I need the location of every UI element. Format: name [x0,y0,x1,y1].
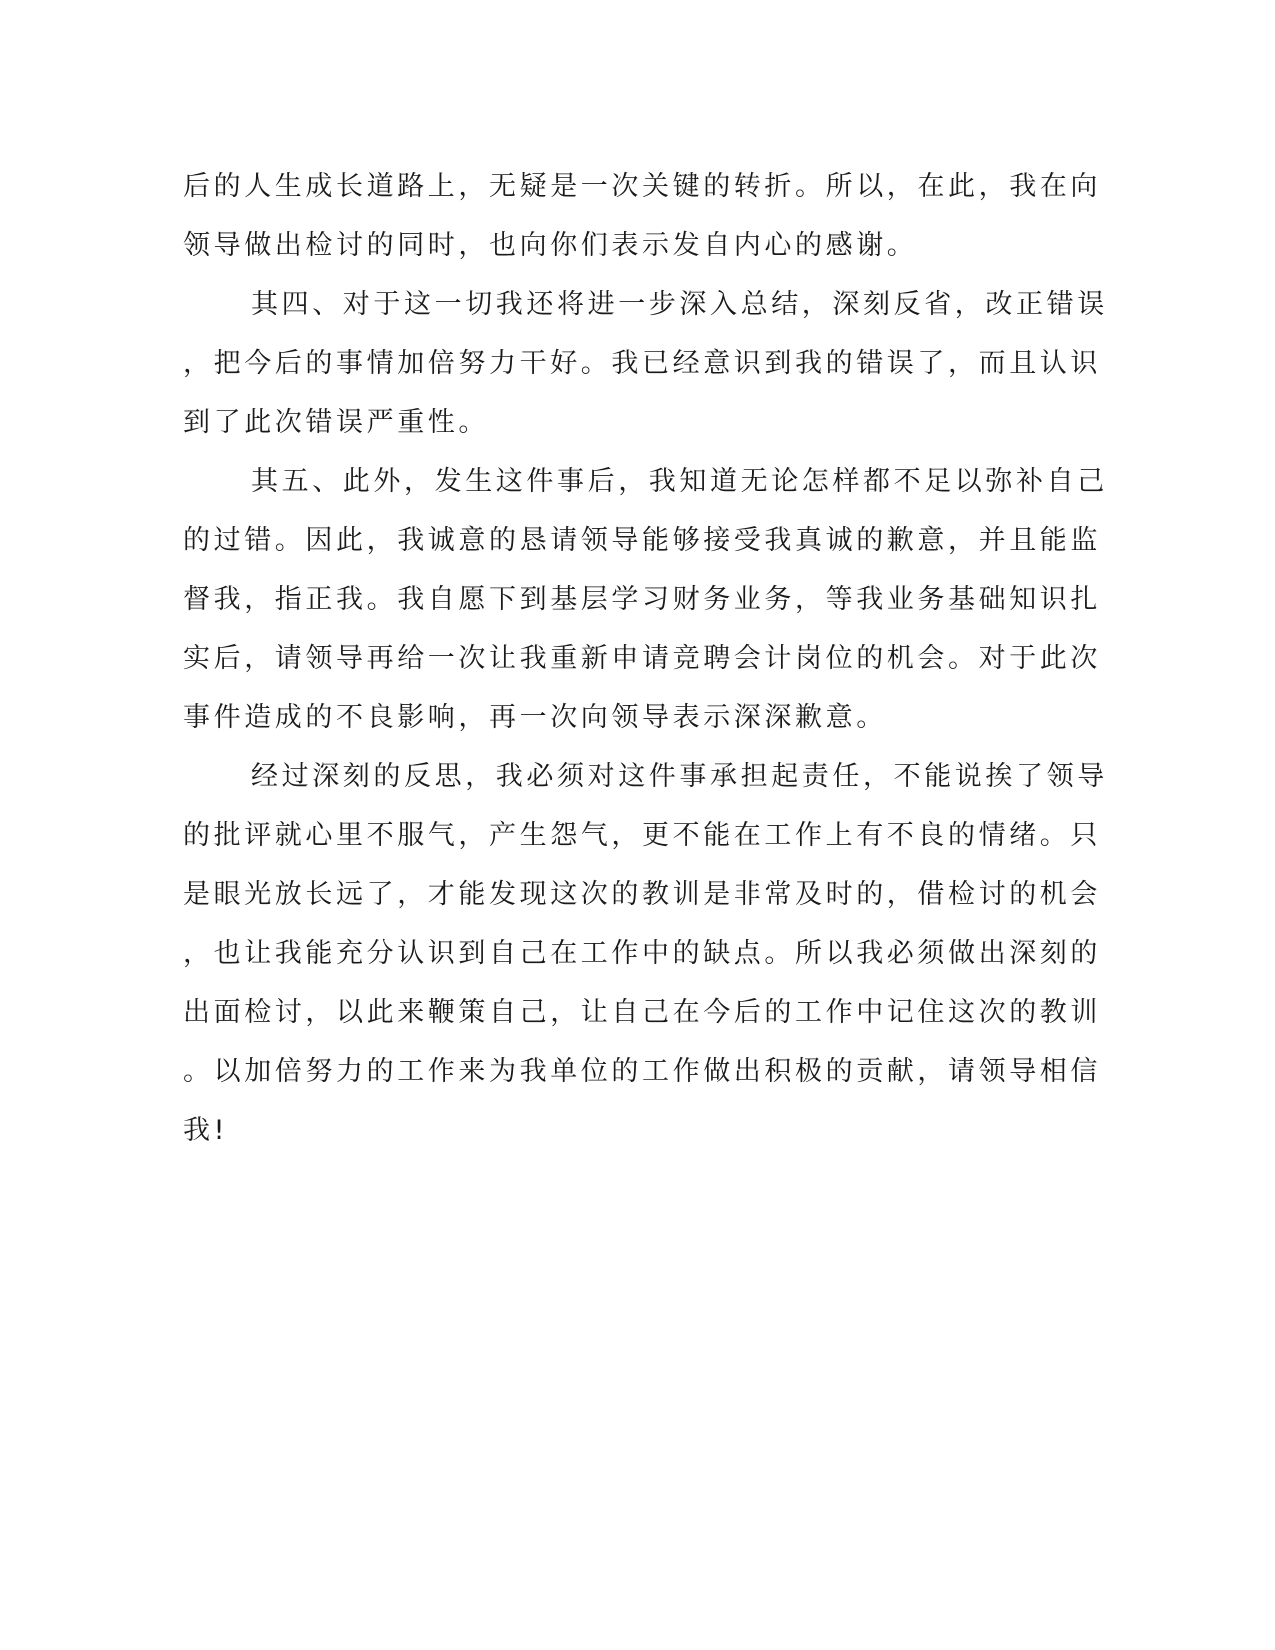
document-body [183,157,1108,1160]
text-line: ，也让我能充分认识到自己在工作中的缺点。所以我必须做出深刻的 [183,938,1101,969]
text-line: ，把今后的事情加倍努力干好。我已经意识到我的错误了，而且认识 [183,348,1101,379]
text-line: 是眼光放长远了，才能发现这次的教训是非常及时的，借检讨的机会 [183,879,1101,910]
text-line: 的批评就心里不服气，产生怨气，更不能在工作上有不良的情绪。只 [183,820,1101,851]
paragraph-start-line: 其四、对于这一切我还将进一步深入总结，深刻反省，改正错误 [251,289,1108,320]
text-line: 我! [183,1115,229,1146]
text-line: 领导做出检讨的同时，也向你们表示发自内心的感谢。 [183,230,918,261]
text-line: 事件造成的不良影响，再一次向领导表示深深歉意。 [183,702,887,733]
text-line: 。以加倍努力的工作来为我单位的工作做出积极的贡献，请领导相信 [183,1056,1101,1087]
text-line: 的过错。因此，我诚意的恳请领导能够接受我真诚的歉意，并且能监 [183,525,1101,556]
paragraph-start-line: 其五、此外，发生这件事后，我知道无论怎样都不足以弥补自己 [251,466,1108,497]
text-line: 到了此次错误严重性。 [183,407,489,438]
text-line: 实后，请领导再给一次让我重新申请竞聘会计岗位的机会。对于此次 [183,643,1101,674]
paragraph-start-line: 经过深刻的反思，我必须对这件事承担起责任，不能说挨了领导 [251,761,1108,792]
text-line: 出面检讨，以此来鞭策自己，让自己在今后的工作中记住这次的教训 [183,997,1101,1028]
text-line: 督我，指正我。我自愿下到基层学习财务业务，等我业务基础知识扎 [183,584,1101,615]
text-line: 后的人生成长道路上，无疑是一次关键的转折。所以，在此，我在向 [183,171,1101,202]
